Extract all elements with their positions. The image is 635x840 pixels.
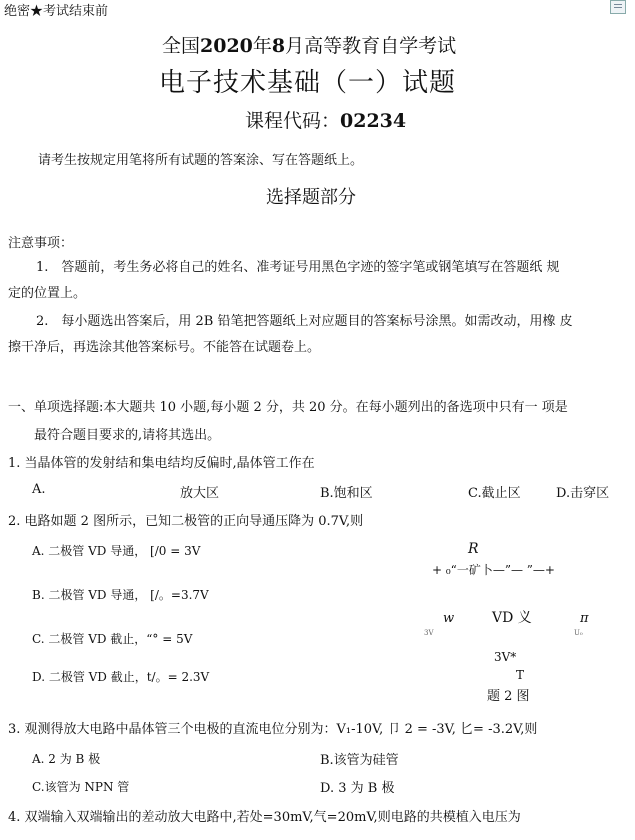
question-1-option-a-text: 放大区 xyxy=(180,486,220,501)
document-icon[interactable] xyxy=(610,0,626,14)
exam-session-line: 全国2020年8月高等教育自学考试 xyxy=(162,35,457,57)
figure-ground-label: T xyxy=(516,668,525,682)
figure-source-label: 3V* xyxy=(494,650,517,664)
paper-title: 电子技术基础（一）试题 xyxy=(159,68,457,98)
figure-pi-label: π xyxy=(580,611,589,626)
course-code: 课程代码：02234 xyxy=(245,110,407,132)
figure-caption: 题 2 图 xyxy=(487,689,530,704)
part1-instruction-line-1: 一、单项选择题:本大题共 10 小题,每小题 2 分，共 20 分。在每小题列出的备选项中只有一 项是 xyxy=(8,400,568,415)
question-3-option-b: B.该管为硅管 xyxy=(320,753,399,768)
note-1-line-1: 1. 答题前，考生务必将自己的姓名、准考证号用黑色字迹的签字笔或钢笔填写在答题纸 规 xyxy=(36,260,560,275)
question-3-option-d: D. 3 为 B 极 xyxy=(320,781,395,796)
figure-w-label: w xyxy=(443,611,455,626)
question-1-option-c: C.截止区 xyxy=(468,486,521,501)
question-2-stem: 2. 电路如题 2 图所示，已知二极管的正向导通压降为 0.7V,则 xyxy=(8,514,364,529)
question-1-option-b: B.饱和区 xyxy=(320,486,373,501)
question-2-option-a: A. 二极管 VD 导通， [/0 = 3V xyxy=(32,544,201,558)
note-2-line-2: 擦干净后，再选涂其他答案标号。不能答在试题卷上。 xyxy=(8,340,321,355)
instruction-text: 请考生按规定用笔将所有试题的答案涂、写在答题纸上。 xyxy=(38,153,364,168)
section-title: 选择题部分 xyxy=(266,187,356,208)
note-2-line-1: 2. 每小题选出答案后，用 2B 铅笔把答题纸上对应题目的答案标号涂黑。如需改动，用橡 皮 xyxy=(36,314,573,329)
question-3-option-a: A. 2 为 B 极 xyxy=(32,752,101,766)
part1-instruction-line-2: 最符合题目要求的,请将其选出。 xyxy=(34,428,221,443)
question-4-stem: 4. 双端输入双端输出的差动放大电路中,若处=30mV,气=20mV,则电路的共模植入电压为 xyxy=(8,810,521,825)
question-2-option-d: D. 二极管 VD 截止，t/。= 2.3V xyxy=(32,670,210,684)
question-2-option-b: B. 二极管 VD 导通， [/。=3.7V xyxy=(32,588,209,602)
figure-left-small-label: 3V xyxy=(424,629,434,637)
question-1-option-d: D.击穿区 xyxy=(556,486,610,501)
question-2-option-c: C. 二极管 VD 截止，“° = 5V xyxy=(32,632,193,646)
question-1-option-a-label: A. xyxy=(32,482,46,497)
confidential-mark: 绝密★考试结束前 xyxy=(4,4,109,19)
question-3-option-c: C.该管为 NPN 管 xyxy=(32,780,130,794)
notes-heading: 注意事项： xyxy=(8,236,74,251)
note-1-line-2: 定的位置上。 xyxy=(8,286,87,301)
figure-diode-label: VD 义 xyxy=(492,610,532,626)
question-3-stem: 3. 观测得放大电路中晶体管三个电极的直流电位分别为：V₁-10V, 卩 2 = -3V, 匕= -3.2V,则 xyxy=(8,722,538,737)
figure-right-small-label: U₀ xyxy=(574,629,583,637)
figure-top-wire: + ₀“一矿卜—”— ”—+ xyxy=(432,563,555,577)
figure-resistor-label: R xyxy=(468,541,479,557)
question-1-stem: 1. 当晶体管的发射结和集电结均反偏时,晶体管工作在 xyxy=(8,456,315,471)
